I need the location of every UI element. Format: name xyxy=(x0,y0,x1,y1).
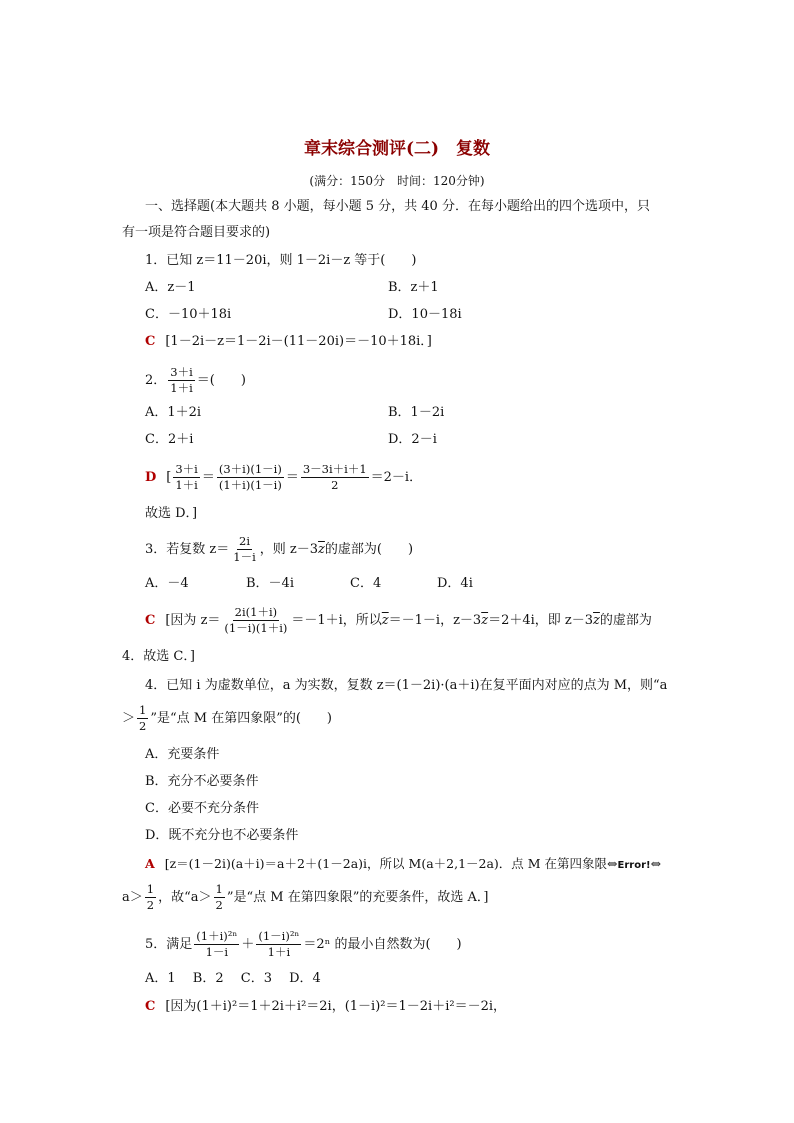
q3-sol-zbar-1: $\overline{z}$ xyxy=(381,613,389,628)
q2-option-b: B．1－2i xyxy=(388,405,445,420)
q3-sol-2: ＝－1＋i，所以 xyxy=(291,613,382,628)
q4-half-frac xyxy=(137,703,148,734)
q4-sol-iff: ⇔ xyxy=(650,856,662,871)
q2-option-c: C．2＋i xyxy=(145,432,194,447)
q3-sol-zbar-2: $\overline{z}$ xyxy=(481,613,489,628)
q4-sol-half-1 xyxy=(145,882,156,913)
q4-sol-half-2 xyxy=(214,882,225,913)
q4-stem: 4．已知 i 为虚数单位，a 为实数，复数 z＝(1－2i)·(a＋i)在复平面内对应的点为 M，则“a xyxy=(145,678,668,693)
section-heading: 一、选择题(本大题共 8 小题，每小题 5 分，共 40 分．在每小题给出的四个选项中，只 xyxy=(145,199,650,214)
q3-sol-1: [因为 z＝ xyxy=(165,613,221,628)
q2-stem-tail: ＝( ) xyxy=(196,373,246,388)
q2-solution-end: 故选 D．] xyxy=(145,506,198,521)
q3-sol-zbar-3: $\overline{z}$ xyxy=(593,613,600,628)
q4-solution-cont xyxy=(122,882,488,914)
q5-plus: ＋ xyxy=(241,937,255,952)
q4-sol-half-1-den: 2 xyxy=(146,898,155,912)
q4-half-num: 1 xyxy=(139,703,147,717)
q4-option-c: C．必要不充分条件 xyxy=(145,801,259,816)
q1-option-a: A．z－1 xyxy=(145,280,196,295)
q3-stem-tail: 的虚部为( ) xyxy=(324,542,414,557)
q4-sol-1: [z＝(1－2i)(a＋i)＝a＋2＋(1－2a)i，所以 M(a＋2,1－2a)．点 M 在第四象限⇔ xyxy=(164,856,618,871)
q3-sol-frac-den: (1－i)(1＋i) xyxy=(224,621,288,635)
q1-option-b: B．z＋1 xyxy=(388,280,439,295)
q3-sol-frac xyxy=(222,605,289,636)
q5-frac-1-den: 1－i xyxy=(205,945,229,959)
q5-frac-1 xyxy=(194,929,239,960)
q5-solution xyxy=(145,997,506,1017)
q3-stem-pre: 3．若复数 z＝ xyxy=(145,542,230,557)
q5-stem-tail: ＝2ⁿ 的最小自然数为( ) xyxy=(303,937,462,952)
q2-option-a: A．1＋2i xyxy=(145,405,202,420)
q3-sol-5: 的虚部为 xyxy=(599,613,652,628)
page-title: 章末综合测评(二) 复数 xyxy=(303,139,491,159)
q3-sol-3: ＝－1－i，z－3 xyxy=(388,613,482,628)
q5-frac-2 xyxy=(256,929,301,960)
q4-option-d: D．既不充分也不必要条件 xyxy=(145,828,299,843)
q2-fraction-den: 1＋i xyxy=(170,381,193,395)
exam-meta: (满分：150分 时间：120分钟) xyxy=(309,174,485,188)
q3-solution xyxy=(145,605,652,637)
q5-frac-2-num: (1－i)²ⁿ xyxy=(258,929,300,943)
q4-answer: A xyxy=(145,856,155,871)
q5-options: A．1 B．2 C．3 D．4 xyxy=(145,971,321,986)
q5-frac-2-den: 1＋i xyxy=(267,945,291,959)
q4-option-a: A．充要条件 xyxy=(145,747,220,762)
q2-sol-frac-1-num: 3＋i xyxy=(175,462,198,476)
q4-sol-half-2-den: 2 xyxy=(215,898,223,912)
q4-error-marker: Error! xyxy=(617,860,651,871)
q2-fraction xyxy=(168,365,195,396)
q2-fraction-num: 3＋i xyxy=(170,365,193,379)
q5-answer: C xyxy=(145,999,156,1014)
q4-sol2-c: ”是“点 M 在第四象限”的充要条件，故选 A．] xyxy=(226,890,489,905)
q3-answer: C xyxy=(145,613,156,628)
q3-fraction xyxy=(231,534,258,565)
q2-sol-frac-1 xyxy=(173,462,200,493)
q2-sol-frac-3-den: 2 xyxy=(331,478,339,492)
q2-sol-frac-3 xyxy=(301,462,369,493)
section-heading-cont: 有一项是符合题目要求的) xyxy=(122,225,271,240)
q3-option-b: B．－4i xyxy=(246,576,294,591)
q2-solution: D [ $\frac{3+i}{1+i}$ ＝ $\frac{(3+i)(1-i)}{(1+i)(1-i)}$ ＝ $\frac{3-3i+i+1}{2}$ ＝2－i． xyxy=(145,462,423,492)
q1-option-c: C．－10＋18i xyxy=(145,307,232,322)
q2-answer: D xyxy=(145,470,157,485)
q3-fraction-num: 2i xyxy=(239,534,251,548)
q2-sol-frac-2-den: (1＋i)(1－i) xyxy=(218,478,282,492)
q4-sol-half-1-num: 1 xyxy=(146,882,155,896)
q3-option-a: A．－4 xyxy=(145,576,189,591)
q4-gt: ＞ xyxy=(122,711,136,726)
q2-stem xyxy=(145,365,246,396)
q1-option-d: D．10－18i xyxy=(388,307,462,322)
q4-option-b: B．充分不必要条件 xyxy=(145,774,259,789)
q2-sol-frac-2-num: (3＋i)(1－i) xyxy=(218,462,282,476)
q2-sol-frac-2 xyxy=(217,462,284,493)
q4-half-den: 2 xyxy=(139,719,147,733)
q4-stem-cont xyxy=(122,703,332,735)
q2-number: 2． xyxy=(145,373,167,388)
q3-sol-4: ＝2＋4i，即 z－3 xyxy=(488,613,594,628)
q5-stem-pre: 5．满足 xyxy=(145,937,193,952)
q4-stem-tail: ”是“点 M 在第四象限”的( ) xyxy=(150,711,333,726)
q2-option-d: D．2－i xyxy=(388,432,437,447)
q4-solution xyxy=(145,854,661,876)
q4-sol2-b: ，故“a＞ xyxy=(158,890,212,905)
q1-stem: 1．已知 z＝11－20i，则 1－2i－z 等于( ) xyxy=(145,253,417,268)
q3-option-d: D．4i xyxy=(437,576,473,591)
q3-stem-mid: ，则 z－3 xyxy=(259,542,319,557)
q1-solution-text: [1－2i－z＝1－2i－(11－20i)＝－10＋18i．] xyxy=(165,334,432,349)
q2-sol-frac-1-den: 1＋i xyxy=(175,478,198,492)
q3-zbar: $\overline{z}$ xyxy=(318,542,325,557)
q5-frac-1-num: (1＋i)²ⁿ xyxy=(196,929,238,943)
q3-solution-end: 4．故选 C．] xyxy=(122,649,195,664)
q5-solution-text: [因为(1＋i)²＝1＋2i＋i²＝2i，(1－i)²＝1－2i＋i²＝－2i， xyxy=(165,999,506,1014)
q4-sol-half-2-num: 1 xyxy=(215,882,223,896)
q4-sol2-a: a＞ xyxy=(122,890,143,905)
q1-answer: C xyxy=(145,334,156,349)
q3-stem xyxy=(145,534,413,566)
q2-sol-tail: ＝2－i． xyxy=(370,470,423,485)
q3-sol-frac-num: 2i(1＋i) xyxy=(234,605,278,619)
q3-option-c: C．4 xyxy=(350,576,382,591)
q2-sol-frac-3-num: 3－3i＋i＋1 xyxy=(302,462,367,476)
q3-fraction-den: 1－i xyxy=(233,550,256,564)
q1-solution xyxy=(145,332,432,352)
q5-stem xyxy=(145,928,462,962)
